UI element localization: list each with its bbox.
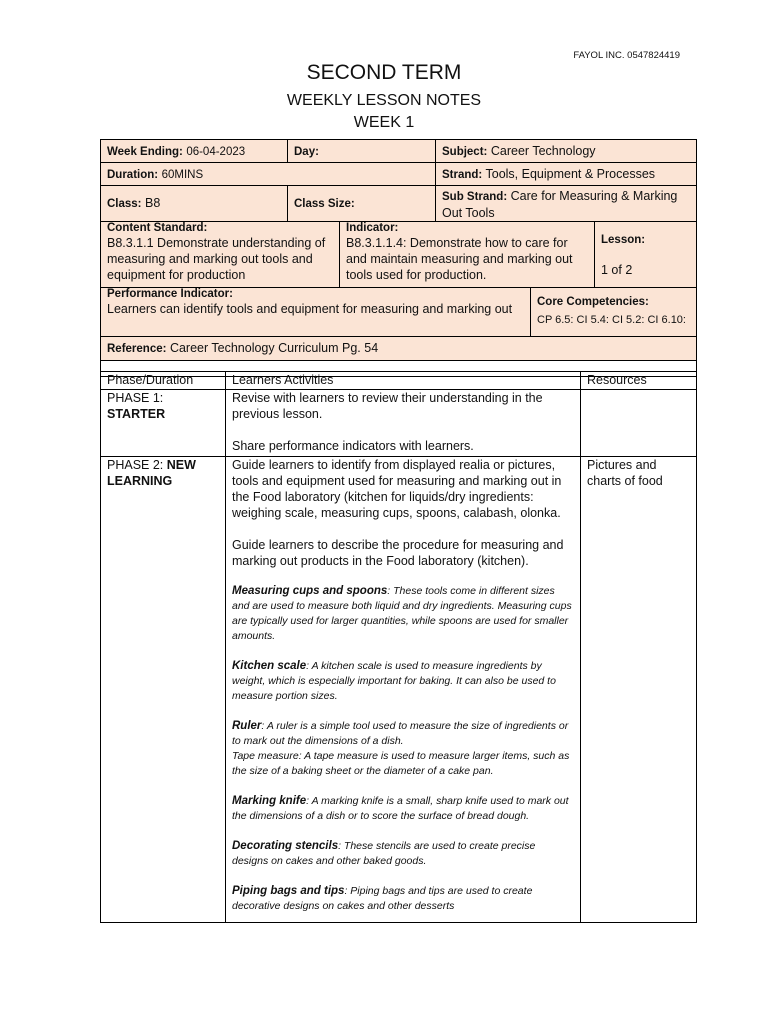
class-label: Class: [107,198,142,210]
note-marking-knife: Marking knife: A marking knife is a small, sharp knife used to mark out the dimensions of a dish or to score the surface of bread dough. [232,795,569,822]
strand-label: Strand: [442,169,483,181]
note-tape-measure: Tape measure: A tape measure is used to measure larger items, such as the size of a baking sheet or the diameter of a cake pan. [232,750,570,777]
duration-value: 60MINS [161,169,204,181]
lesson-label: Lesson: [601,234,646,246]
content-standard-value: B8.3.1.1 Demonstrate understanding of measuring and marking out tools and equipment for production [107,236,326,282]
document-subtitle: WEEKLY LESSON NOTES [286,92,482,109]
performance-indicator-label: Performance Indicator: [107,288,233,300]
phase1-activity-revise: Revise with learners to review their understanding in the previous lesson. [232,391,543,421]
performance-indicator-cell [101,288,531,337]
reference-value: Career Technology Curriculum Pg. 54 [169,341,379,355]
phase2-activity-identify: Guide learners to identify from displayed realia or pictures, tools and equipment used for measuring and marking out in the Food laboratory (kitchen for liquids/dry ingredients: weighing scale, measuring cups, spoons, calabash, olonka. [232,458,562,520]
class-size-label: Class Size: [294,198,355,210]
phase1-resources [581,390,697,457]
core-competencies-label: Core Competencies: [537,296,649,308]
note-ruler: Ruler: A ruler is a simple tool used to measure the size of ingredients or to mark out the dimensions of a dish. [232,720,569,747]
week-ending-value: 06-04-2023 [186,146,246,158]
duration-label: Duration: [107,169,159,181]
note-piping-bags: Piping bags and tips: Piping bags and tips are used to create decorative designs on cakes and other desserts [232,885,533,912]
phase2-activity-describe: Guide learners to describe the procedure for measuring and marking out products in the Food laboratory (kitchen). [232,538,564,568]
phase1-prefix: PHASE 1: [107,391,164,405]
indicator-label: Indicator: [346,222,399,234]
phase1-cell [101,390,226,457]
note-measuring-cups: Measuring cups and spoons: These tools come in different sizes and are used to measure both liquid and dry ingredients. Measuring cups are typically used for larger quantities, while spoons are used for smaller amounts. [232,585,572,642]
activities-column-header: Learners Activities [226,372,581,390]
phase2-resources: Pictures and charts of food [581,457,697,923]
note-kitchen-scale: Kitchen scale: A kitchen scale is used to measure ingredients by weight, which is especially important for baking. It can also be used to measure portion sizes. [232,660,556,702]
sub-strand-value: Care for Measuring & Marking Out Tools [442,189,678,220]
indicator-cell [340,222,595,288]
lesson-activities-table [100,371,697,923]
day-cell [288,140,436,163]
subject-value: Career Technology [490,144,596,158]
content-standard-cell [101,222,340,288]
company-contact: FAYOL INC. 0547824419 [573,50,680,61]
reference-cell [101,337,697,361]
indicator-value: B8.3.1.1.4: Demonstrate how to care for and maintain measuring and marking out tools used for production. [346,236,573,282]
document-title: SECOND TERM [306,61,462,84]
phase2-activities [226,457,581,923]
subject-cell [436,140,697,163]
duration-cell [101,163,436,186]
week-ending-cell [101,140,288,163]
core-competencies-value: CP 6.5: CI 5.4: CI 5.2: CI 6.10: [537,314,686,326]
lesson-value: 1 of 2 [601,263,633,277]
phase2-name-a: NEW [166,458,196,472]
class-cell [101,186,288,222]
week-label: WEEK 1 [353,114,415,131]
phase2-cell [101,457,226,923]
content-standard-label: Content Standard: [107,222,208,234]
phase1-activity-share: Share performance indicators with learners. [232,439,474,453]
phase2-name-b: LEARNING [107,474,173,488]
phase2-prefix: PHASE 2: [107,458,164,472]
performance-indicator-value: Learners can identify tools and equipment for measuring and marking out [107,302,513,316]
strand-value: Tools, Equipment & Processes [485,167,656,181]
note-decorating-stencils: Decorating stencils: These stencils are used to create precise designs on cakes and other baked goods. [232,840,536,867]
sub-strand-label: Sub Strand: [442,191,508,203]
subject-label: Subject: [442,146,488,158]
core-competencies-cell [531,288,697,337]
week-ending-label: Week Ending: [107,146,183,158]
phase1-name: STARTER [107,407,166,421]
resources-column-header: Resources [581,372,697,390]
lesson-cell [595,222,697,288]
strand-cell [436,163,697,186]
sub-strand-cell [436,186,697,222]
lesson-info-table [100,139,697,377]
reference-label: Reference: [107,343,167,355]
class-size-cell [288,186,436,222]
class-value: B8 [145,196,161,210]
phase-column-header: Phase/Duration [101,372,226,390]
phase1-activities [226,390,581,457]
day-label: Day: [294,146,319,158]
